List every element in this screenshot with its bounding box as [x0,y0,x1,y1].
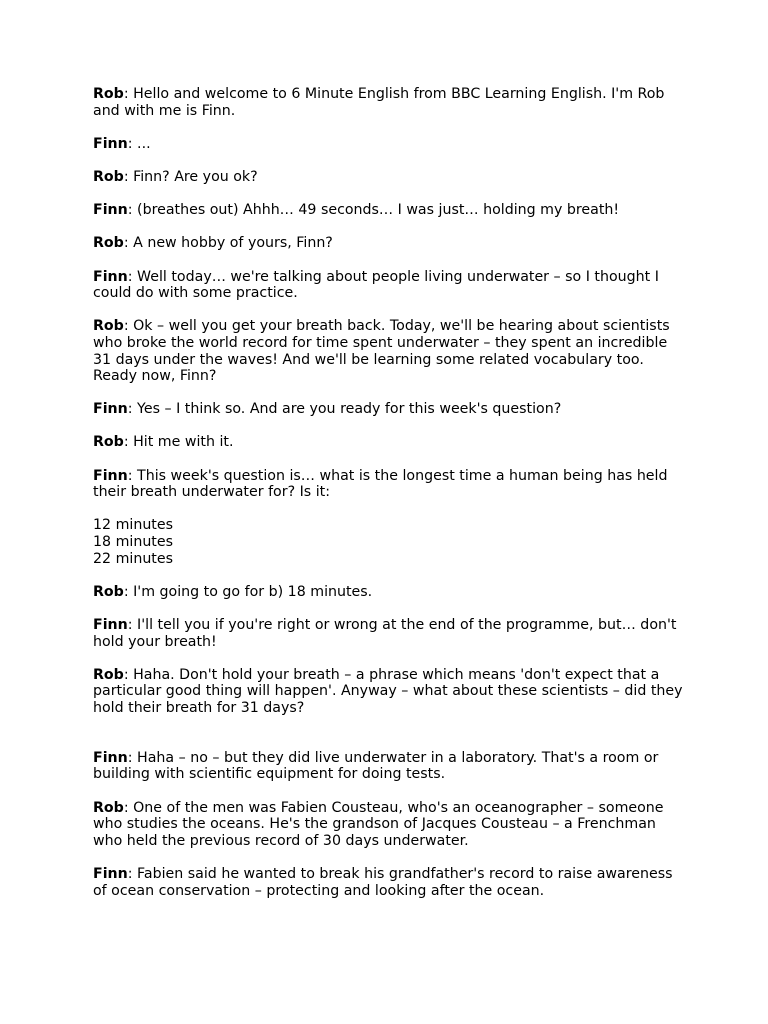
transcript-line [93,617,683,650]
option-a: 12 minutes [93,517,173,534]
transcript-line [93,169,683,186]
transcript-line [93,401,683,418]
transcript-line [93,866,683,899]
option-c: 22 minutes [93,550,173,567]
line-text: : This week's question is… what is the longest time a human being has held their breath underwater for? Is it: [93,467,668,501]
line-text: : One of the men was Fabien Cousteau, who's an oceanographer – someone who studies the oceans. He's the grandson of Jacques Cousteau – a Frenchman who held the previous record of 30 days underwater. [93,799,664,849]
speaker-name: Finn [93,749,128,766]
line-text: : Yes – I think so. And are you ready for this week's question? [127,401,562,418]
speaker-name: Rob [93,235,124,252]
transcript-line [93,136,683,153]
speaker-name: Finn [93,268,128,285]
transcript-line [93,434,683,451]
line-text: : Hit me with it. [123,434,234,451]
speaker-name: Rob [93,583,124,600]
speaker-name: Rob [93,434,124,451]
speaker-name: Rob [93,86,124,102]
transcript-line [93,468,683,501]
line-text: : ... [127,135,151,152]
line-text: : Hello and welcome to 6 Minute English from BBC Learning English. I'm Rob and with me is Finn. [93,86,665,119]
line-text: : Haha. Don't hold your breath – a phrase which means 'don't expect that a particular good thing will happen'. Anyway – what about these scientists – did they hold their breath for 31 days? [93,666,683,716]
speaker-name: Rob [93,168,124,185]
line-text: : Finn? Are you ok? [123,168,258,185]
line-text: : A new hobby of yours, Finn? [123,235,333,252]
transcript-line [93,202,683,219]
transcript-line [93,750,683,783]
line-text: : Well today… we're talking about people living underwater – so I thought I could do with some practice. [93,268,659,302]
speaker-name: Finn [93,202,128,219]
line-text: : Ok – well you get your breath back. Today, we'll be hearing about scientists who broke the world record for time spent underwater – they spent an incredible 31 days under the waves! And we'll be learning some related vocabulary too. Ready now, Finn? [93,318,670,385]
line-text: : I'm going to go for b) 18 minutes. [123,583,373,600]
transcript-line [93,269,683,302]
speaker-name: Finn [93,865,128,882]
transcript-line [93,318,683,384]
line-text: : Fabien said he wanted to break his grandfather's record to raise awareness of ocean conservation – protecting and looking after the ocean. [93,865,673,899]
transcript-line [93,667,683,717]
transcript-line [93,584,683,601]
answer-options [93,517,683,567]
speaker-name: Rob [93,799,124,816]
option-b: 18 minutes [93,534,173,551]
document-page [93,86,683,916]
line-text: : Haha – no – but they did live underwater in a laboratory. That's a room or building with scientific equipment for doing tests. [93,749,659,783]
speaker-name: Finn [93,401,128,418]
transcript-line [93,235,683,252]
speaker-name: Finn [93,617,128,633]
speaker-name: Finn [93,135,128,152]
speaker-name: Rob [93,318,124,335]
line-text: : I'll tell you if you're right or wrong at the end of the programme, but… don't hold your breath! [93,617,677,650]
line-text: : (breathes out) Ahhh… 49 seconds… I was just… holding my breath! [127,202,620,219]
transcript-line [93,86,683,119]
speaker-name: Finn [93,467,128,484]
speaker-name: Rob [93,666,124,683]
transcript-line [93,800,683,850]
